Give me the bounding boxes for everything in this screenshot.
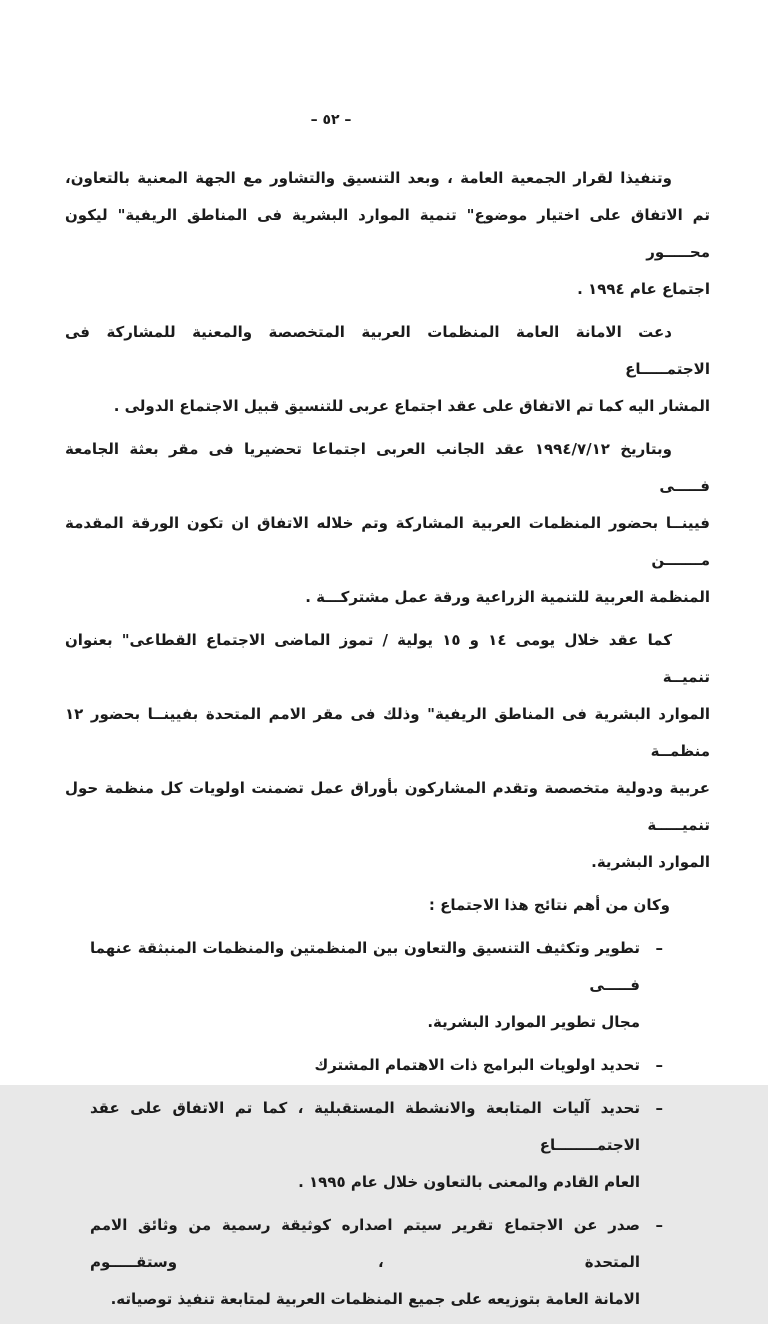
text-line: تحديد اولويات البرامج ذات الاهتمام المشترك (314, 1056, 640, 1074)
page-number: – ٥٢ – (310, 112, 352, 128)
text-line: كما عقد خلال يومى ١٤ و ١٥ يولية / تموز الماضى الاجتماع القطاعى" بعنوان تنميــة (65, 631, 710, 686)
list-item-text (65, 1047, 640, 1084)
text-line: تحديد آليات المتابعة والانشطة المستقبلية ، كما تم الاتفاق على عقد الاجتمــــــــاع (90, 1099, 640, 1154)
list-item-text (65, 1090, 640, 1201)
document-body (65, 160, 710, 1324)
bullet-dash: – (655, 1056, 663, 1074)
text-line: تطوير وتكثيف التنسيق والتعاون بين المنظمتين والمنظمات المنبثقة عنهما فـــــى (90, 939, 640, 994)
bullet-dash: – (655, 1099, 663, 1117)
paragraph (65, 431, 710, 616)
text-line: المنظمة العربية للتنمية الزراعية ورقة عمل مشتركـــة . (305, 588, 710, 606)
text-line: العام القادم والمعنى بالتعاون خلال عام ١٩٩٥ . (298, 1173, 640, 1191)
text-line: عربية ودولية متخصصة وتقدم المشاركون بأوراق عمل تضمنت اولويات كل منظمة حول تنميـــــة (65, 779, 710, 834)
text-line: مجال تطوير الموارد البشرية. (427, 1013, 640, 1031)
bullet-dash: – (655, 1216, 663, 1234)
text-line: الامانة العامة بتوزيعه على جميع المنظمات العربية لمتابعة تنفيذ توصياته. (110, 1290, 640, 1308)
list-item (65, 1047, 710, 1084)
results-intro: وكان من أهم نتائج هذا الاجتماع : (428, 896, 670, 914)
paragraph (65, 622, 710, 881)
text-line: وتنفيذا لقرار الجمعية العامة ، وبعد التنسيق والتشاور مع الجهة المعنية بالتعاون، (65, 169, 672, 187)
text-line: اجتماع عام ١٩٩٤ . (577, 280, 710, 298)
text-line: الموارد البشرية. (591, 853, 710, 871)
list-item (65, 930, 710, 1041)
paragraph (65, 160, 710, 308)
text-line: فيينــا بحضور المنظمات العربية المشاركة وتم خلاله الاتفاق ان تكون الورقة المقدمة مـــــــن (65, 514, 710, 569)
list-item-text (65, 1207, 640, 1318)
list-item (65, 1207, 710, 1318)
text-line: تم الاتفاق على اختيار موضوع" تنمية الموارد البشرية فى المناطق الريفية" ليكون محـــــور (65, 206, 710, 261)
text-line: الموارد البشرية فى المناطق الريفية" وذلك فى مقر الامم المتحدة بفيينــا بحضور ١٢ منظمــة (65, 705, 710, 760)
text-line: وبتاريخ ١٩٩٤/٧/١٢ عقد الجانب العربى اجتماعا تحضيريا فى مقر بعثة الجامعة فـــــى (65, 440, 710, 495)
list-item (65, 1090, 710, 1201)
paragraph (65, 314, 710, 425)
text-line: المشار اليه كما تم الاتفاق على عقد اجتماع عربى للتنسيق قبيل الاجتماع الدولى . (113, 397, 710, 415)
bullet-dash: – (655, 939, 663, 957)
list-item-text (65, 930, 640, 1041)
text-line: صدر عن الاجتماع تقرير سيتم اصداره كوثيقة رسمية من وثائق الامم المتحدة ، وستقـــــوم (90, 1216, 640, 1271)
text-line: دعت الامانة العامة المنظمات العربية المتخصصة والمعنية للمشاركة فى الاجتمـــــاع (65, 323, 710, 378)
